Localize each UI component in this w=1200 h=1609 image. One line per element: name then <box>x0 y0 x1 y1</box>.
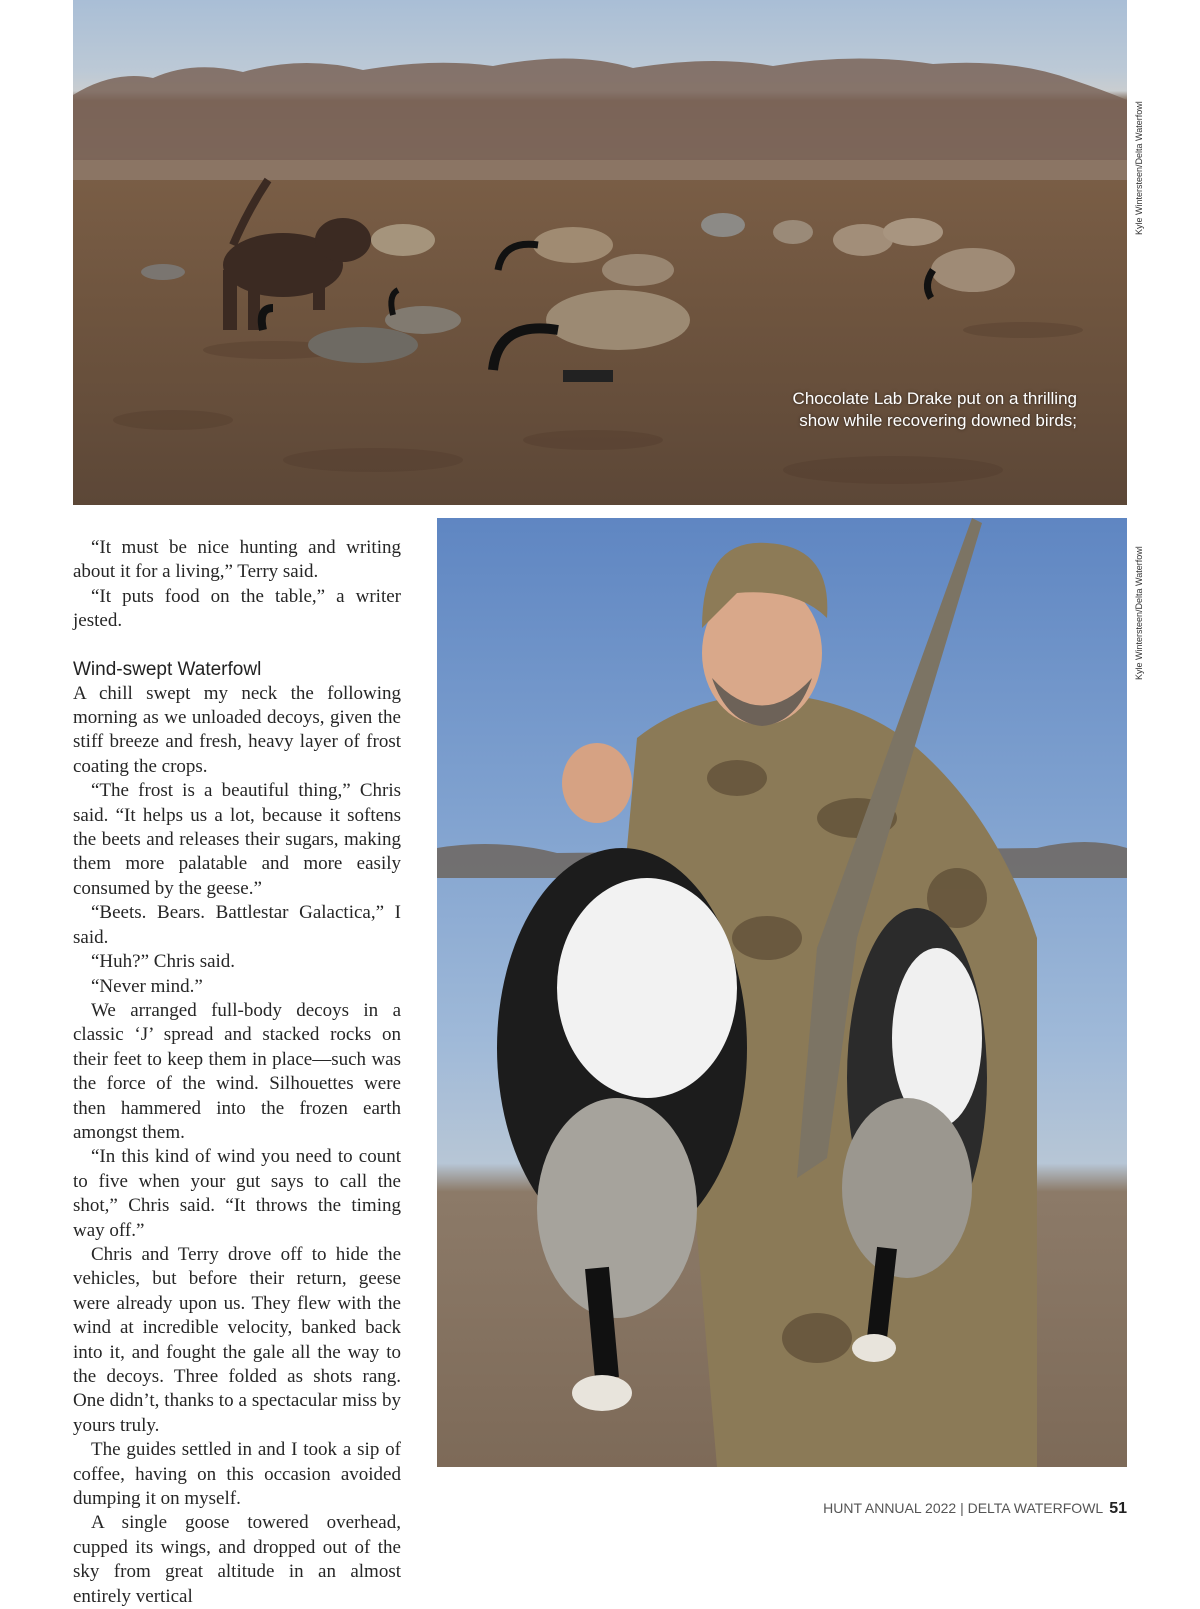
page-number: 51 <box>1109 1500 1127 1517</box>
bottom-photo-credit: Kyle Wintersteen/Delta Waterfowl <box>1134 546 1144 680</box>
top-photo-caption <box>737 388 1077 432</box>
article-paragraph: A chill swept my neck the following morning as we unloaded decoys, given the stiff breeze and fresh, heavy layer of frost coating the crops. <box>73 682 401 777</box>
article-body <box>73 536 401 1609</box>
article-paragraph: “The frost is a beautiful thing,” Chris said. “It helps us a lot, because it softens the beets and releases their sugars, making them more palatable and more easily consumed by the geese.” <box>73 780 401 899</box>
section-heading: Wind-swept Waterfowl <box>73 658 262 680</box>
top-photo-credit: Kyle Wintersteen/Delta Waterfowl <box>1134 101 1144 235</box>
article-paragraph: “Never mind.” <box>91 975 203 997</box>
hunter-with-geese-image <box>437 518 1127 1467</box>
article-paragraph: “Huh?” Chris said. <box>91 951 236 973</box>
article-paragraph: “It puts food on the table,” a writer jested. <box>73 585 401 632</box>
footer-publication: HUNT ANNUAL 2022 | DELTA WATERFOWL <box>823 1500 1104 1516</box>
article-paragraph: A single goose towered overhead, cupped its wings, and dropped out of the sky from great altitude in an almost entirely vertical <box>73 1512 401 1607</box>
article-paragraph: “In this kind of wind you need to count to five when your gut says to call the shot,” Chris said. “It throws the timing way off.” <box>73 1146 401 1241</box>
bottom-photo <box>437 518 1127 1467</box>
article-paragraph: “Beets. Bears. Battlestar Galactica,” I said. <box>73 902 401 948</box>
page-footer <box>823 1500 1127 1518</box>
article-paragraph: Chris and Terry drove off to hide the vehicles, but before their return, geese were already upon us. They flew with the wind at incredible velocity, banked back into it, and fought the gale all the way to the decoys. Three folded as shots rang. One didn’t, thanks to a spectacular miss by yours truly. <box>73 1243 401 1436</box>
article-paragraph: The guides settled in and I took a sip of coffee, having on this occasion avoided dumping it on myself. <box>73 1439 401 1510</box>
top-photo <box>73 0 1127 505</box>
caption-line-2: show while recovering downed birds; <box>799 411 1077 430</box>
caption-line-1: Chocolate Lab Drake put on a thrilling <box>792 389 1077 408</box>
article-paragraph: We arranged full-body decoys in a classic ‘J’ spread and stacked rocks on their feet to keep them in place—such was the force of the wind. Silhouettes were then hammered into the frozen earth amongst them. <box>73 999 401 1143</box>
article-paragraph: “It must be nice hunting and writing about it for a living,” Terry said. <box>73 537 401 583</box>
